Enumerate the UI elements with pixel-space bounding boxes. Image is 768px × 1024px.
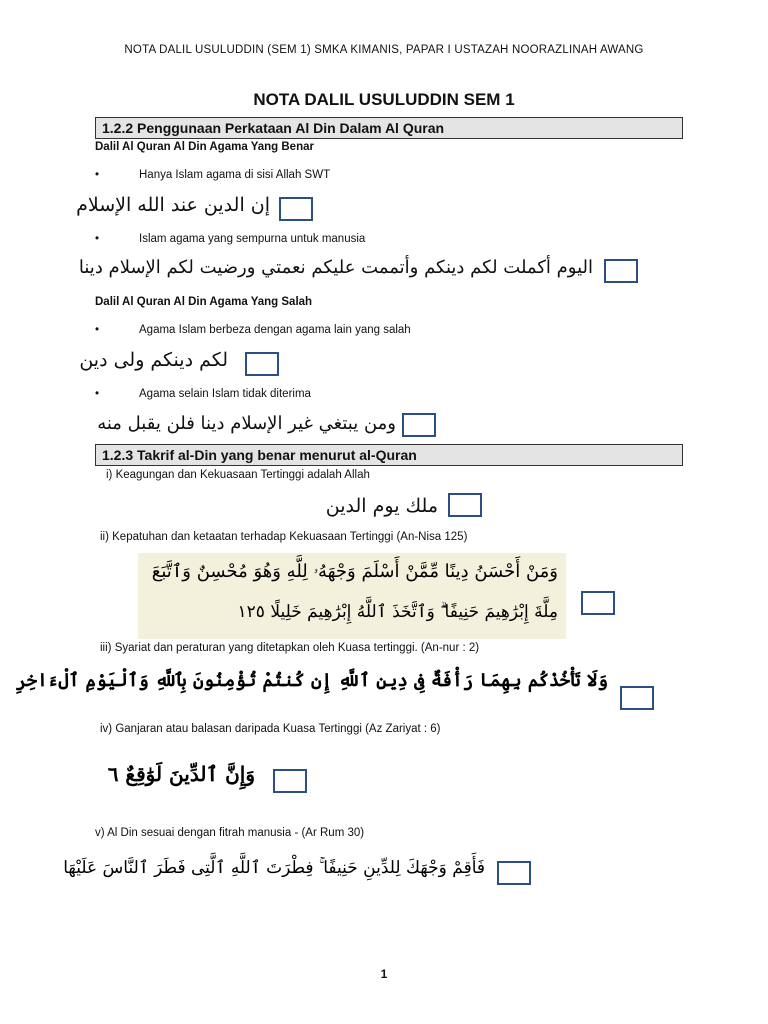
arabic-text: ملك يوم الدين: [325, 495, 438, 517]
answer-box[interactable]: [581, 591, 615, 615]
answer-box[interactable]: [497, 861, 531, 885]
arabic-text: لكم دينكم ولى دين: [79, 349, 228, 371]
verse-line: وَمَنْ أَحْسَنُ دِينًا مِّمَّنْ أَسْلَمَ وَجْهَهُۥ لِلَّهِ وَهُوَ مُحْسِنٌ وَٱتَّبَعَ: [151, 561, 558, 582]
bullet-text: Hanya Islam agama di sisi Allah SWT: [139, 169, 331, 181]
bullet-icon: •: [95, 324, 100, 336]
bullet-text: Agama Islam berbeza dengan agama lain yang salah: [139, 324, 411, 336]
point-text: iii) Syariat dan peraturan yang ditetapkan oleh Kuasa tertinggi. (An-nur : 2): [100, 642, 480, 654]
quran-verse: فَأَقِمْ وَجْهَكَ لِلدِّينِ حَنِيفًا ۚ فِطْرَتَ ٱللَّهِ ٱلَّتِى فَطَرَ ٱلنَّاسَ عَلَيْهَا: [63, 858, 485, 878]
bullet-icon: •: [95, 388, 100, 400]
bullet-text: Agama selain Islam tidak diterima: [139, 388, 311, 400]
point-text: v) Al Din sesuai dengan fitrah manusia - (Ar Rum 30): [95, 827, 365, 839]
bullet-icon: •: [95, 169, 100, 181]
answer-box[interactable]: [448, 493, 482, 517]
subheading-agama-benar: Dalil Al Quran Al Din Agama Yang Benar: [95, 141, 314, 153]
answer-box[interactable]: [402, 413, 436, 437]
point-text: i) Keagungan dan Kekuasaan Tertinggi adalah Allah: [106, 469, 370, 481]
arabic-text: إن الدين عند الله الإسلام: [76, 194, 270, 216]
quran-verse: وَإِنَّ ٱلدِّينَ لَوَٰقِعٌ ٦: [107, 762, 255, 786]
point-text: iv) Ganjaran atau balasan daripada Kuasa Tertinggi (Az Zariyat : 6): [100, 723, 441, 735]
page-number: 1: [380, 967, 388, 981]
section-heading-1-2-2: 1.2.2 Penggunaan Perkataan Al Din Dalam Al Quran: [95, 117, 683, 139]
verse-line: مِلَّةَ إِبْرَٰهِيمَ حَنِيفًا ۗ وَٱتَّخَذَ ٱللَّهُ إِبْرَٰهِيمَ خَلِيلًا ١٢٥: [237, 602, 558, 622]
subheading-agama-salah: Dalil Al Quran Al Din Agama Yang Salah: [95, 296, 313, 308]
answer-box[interactable]: [273, 769, 307, 793]
answer-box[interactable]: [604, 259, 638, 283]
section-heading-1-2-3: 1.2.3 Takrif al-Din yang benar menurut al-Quran: [95, 444, 683, 466]
point-text: ii) Kepatuhan dan ketaatan terhadap Kekuasaan Tertinggi (An-Nisa 125): [100, 531, 468, 543]
arabic-text: ومن يبتغي غير الإسلام دينا فلن يقبل منه: [97, 413, 396, 434]
bullet-text: Islam agama yang sempurna untuk manusia: [139, 233, 366, 245]
bullet-icon: •: [95, 233, 100, 245]
quran-verse-image: [138, 553, 566, 639]
arabic-text: اليوم أكملت لكم دينكم وأتممت عليكم نعمتي ورضيت لكم الإسلام دينا: [78, 257, 593, 278]
page-title: NOTA DALIL USULUDDIN SEM 1: [253, 90, 515, 109]
answer-box[interactable]: [279, 197, 313, 221]
page-header: NOTA DALIL USULUDDIN (SEM 1) SMKA KIMANIS, PAPAR I USTAZAH NOORAZLINAH AWANG: [124, 44, 644, 56]
answer-box[interactable]: [245, 352, 279, 376]
answer-box[interactable]: [620, 686, 654, 710]
quran-verse: وَلَا تَأْخُذْكُم بِهِمَا رَأْفَةٌ فِى دِينِ ٱللَّهِ إِن كُنتُمْ تُؤْمِنُونَ بِٱللَّهِ وَٱلْيَوْمِ ٱلْءَاخِرِ: [16, 670, 608, 691]
